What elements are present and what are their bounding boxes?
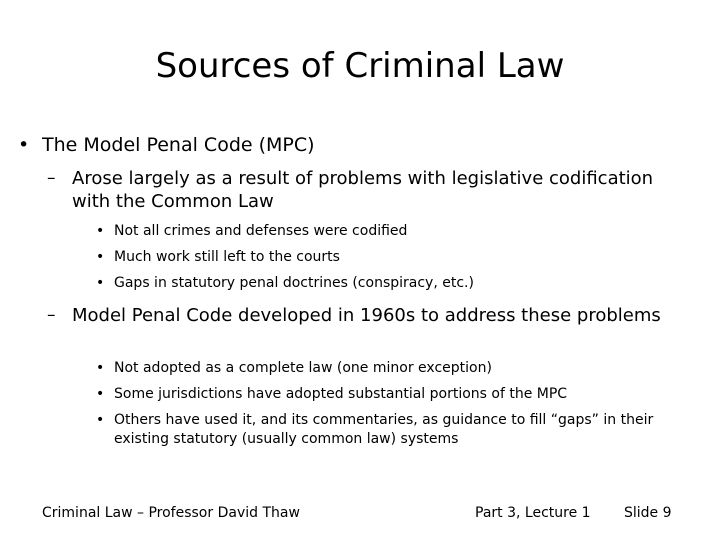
dash-marker: – bbox=[47, 305, 56, 325]
sub-bullet-some-jurisdictions bbox=[96, 385, 684, 404]
bullet-mpc bbox=[18, 133, 682, 157]
sub-bullet-text: Much work still left to the courts bbox=[114, 249, 340, 265]
bullet-marker: • bbox=[18, 134, 30, 156]
bullet-marker: • bbox=[96, 412, 105, 428]
sub-bullet-text: Gaps in statutory penal doctrines (conspiracy, etc.) bbox=[114, 275, 474, 291]
footer-course: Criminal Law – Professor David Thaw bbox=[42, 505, 300, 521]
sub-bullet-not-adopted bbox=[96, 359, 684, 378]
dash-marker: – bbox=[47, 168, 56, 188]
bullet-developed bbox=[47, 304, 662, 327]
sub-bullet-text: Others have used it, and its commentaries, as guidance to fill “gaps” in their existing statutory (usually common law) systems bbox=[114, 412, 654, 447]
slide-title: Sources of Criminal Law bbox=[155, 46, 565, 86]
sub-bullet-text: Not all crimes and defenses were codified bbox=[114, 223, 408, 239]
bullet-marker: • bbox=[96, 249, 105, 265]
bullet-developed-text: Model Penal Code developed in 1960s to address these problems bbox=[72, 305, 661, 326]
bullet-marker: • bbox=[96, 223, 105, 239]
bullet-arose-text: Arose largely as a result of problems with legislative codification with the Common Law bbox=[72, 168, 654, 212]
footer-slide-number: Slide 9 bbox=[624, 505, 672, 521]
bullet-marker: • bbox=[96, 275, 105, 291]
sub-bullet-others-used bbox=[96, 411, 684, 449]
sub-bullet-gaps bbox=[96, 274, 684, 293]
sub-bullet-text: Not adopted as a complete law (one minor exception) bbox=[114, 360, 492, 376]
bullet-mpc-text: The Model Penal Code (MPC) bbox=[42, 134, 315, 156]
sub-bullet-much-work bbox=[96, 248, 684, 267]
sub-bullet-text: Some jurisdictions have adopted substantial portions of the MPC bbox=[114, 386, 568, 402]
sub-bullet-not-all-crimes bbox=[96, 222, 684, 241]
bullet-marker: • bbox=[96, 360, 105, 376]
bullet-arose bbox=[47, 167, 662, 213]
footer-lecture: Part 3, Lecture 1 bbox=[475, 505, 591, 521]
bullet-marker: • bbox=[96, 386, 105, 402]
